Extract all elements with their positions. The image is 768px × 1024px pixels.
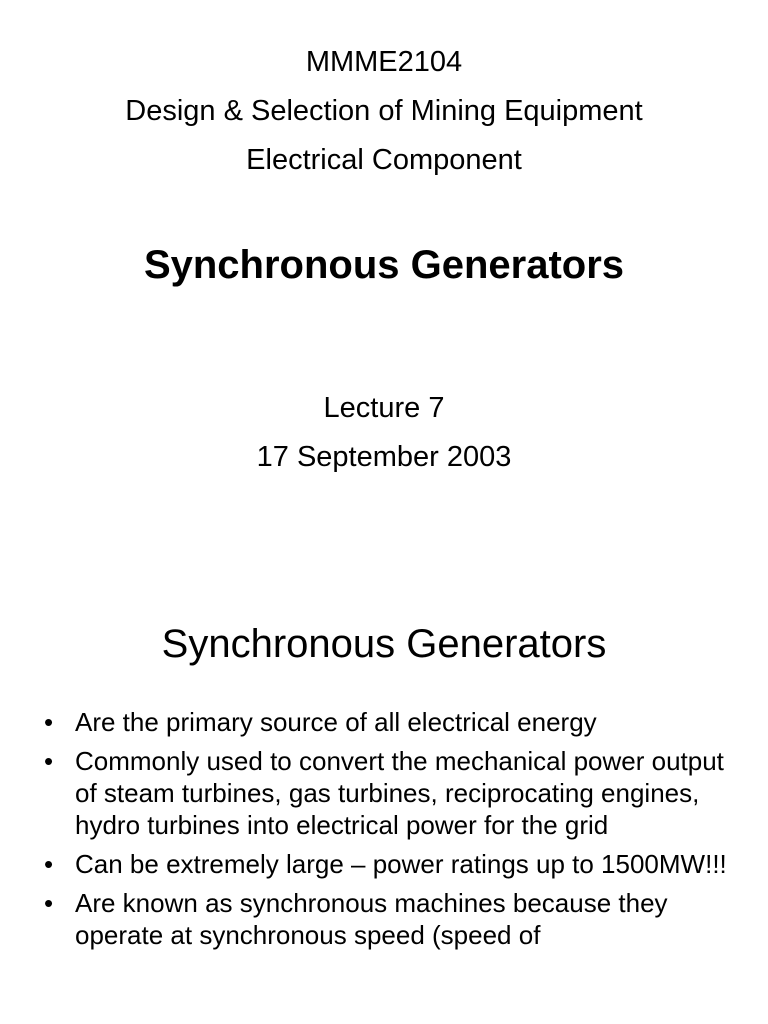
component-label: Electrical Component	[246, 144, 522, 176]
bullet-icon: •	[44, 888, 54, 918]
course-title: Design & Selection of Mining Equipment	[125, 95, 643, 127]
bullet-item	[44, 745, 734, 841]
bullet-text: Are known as synchronous machines because they operate at synchronous speed (speed of	[75, 888, 668, 950]
course-code: MMME2104	[305, 46, 463, 78]
bullet-item	[44, 887, 734, 951]
content-slide-title: Synchronous Generators	[161, 622, 607, 666]
bullet-text: Are the primary source of all electrical energy	[75, 707, 597, 737]
bullet-icon: •	[44, 746, 54, 776]
bullet-icon: •	[44, 849, 54, 879]
bullet-item	[44, 706, 734, 738]
bullet-item	[44, 848, 734, 880]
content-slide	[0, 560, 768, 1024]
bullet-list	[44, 706, 734, 958]
bullet-icon: •	[44, 707, 54, 737]
slide-title: Synchronous Generators	[143, 243, 625, 287]
bullet-text: Commonly used to convert the mechanical power output of steam turbines, gas turbines, reciprocating engines, hydro turbines into electrical power for the grid	[75, 746, 724, 840]
bullet-text: Can be extremely large – power ratings up to 1500MW!!!	[75, 849, 727, 879]
lecture-date: 17 September 2003	[256, 441, 512, 473]
lecture-number: Lecture 7	[323, 392, 445, 424]
